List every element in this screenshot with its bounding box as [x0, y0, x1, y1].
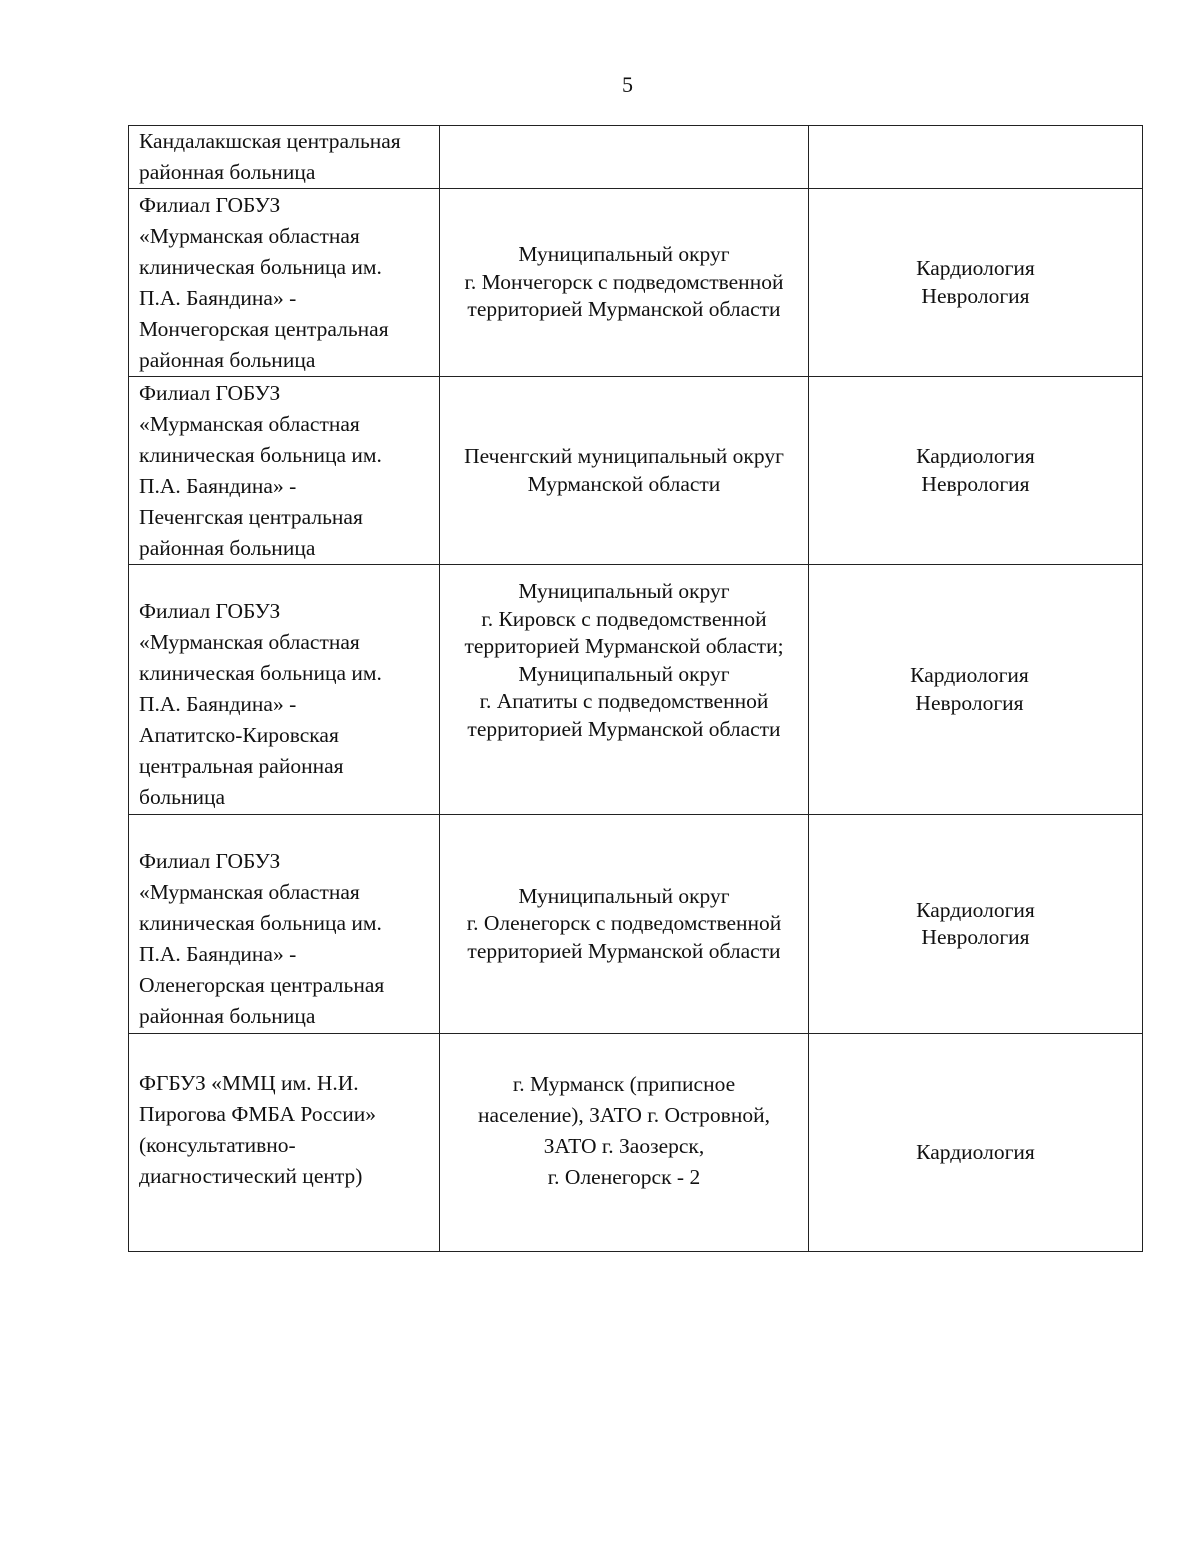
territory-line: г. Мончегорск с подведомственной: [464, 269, 784, 294]
org-line: Филиал ГОБУЗ: [139, 599, 281, 623]
table-row: [129, 377, 1143, 565]
org-line: районная больница: [139, 160, 316, 184]
org-line: П.А. Баяндина» -: [139, 473, 297, 498]
territory-line: г. Оленегорск с подведомственной: [466, 911, 782, 936]
profile-cell: [809, 377, 1143, 565]
table-row: [129, 1034, 1143, 1252]
org-cell: [129, 565, 440, 815]
org-line: «Мурманская областная: [139, 223, 360, 248]
territory-cell: [440, 1034, 809, 1252]
table-row: [129, 565, 1143, 815]
profile-line: Кардиология: [916, 444, 1035, 468]
territory-line: Мурманской области: [527, 471, 721, 496]
org-line: «Мурманская областная: [139, 630, 360, 654]
territory-line: Муниципальный округ: [518, 661, 730, 686]
territory-line: г. Кировск с подведомственной: [481, 606, 767, 631]
org-line: Пирогова ФМБА России»: [139, 1102, 376, 1126]
org-cell: [129, 377, 440, 565]
territory-line: территорией Мурманской области: [467, 716, 781, 741]
org-line: больница: [139, 785, 225, 809]
territory-line: г. Мурманск (приписное: [512, 1072, 736, 1096]
org-line: диагностический центр): [139, 1164, 363, 1188]
profile-line: Неврология: [921, 283, 1030, 308]
profile-line: Неврология: [915, 690, 1024, 715]
territory-cell: [440, 815, 809, 1034]
org-line: Печенгская центральная: [139, 504, 363, 529]
org-line: клиническая больница им.: [139, 911, 382, 935]
org-line: Филиал ГОБУЗ: [139, 380, 281, 405]
profile-line: Кардиология: [916, 897, 1035, 922]
page-number: 5: [622, 72, 633, 97]
org-line: «Мурманская областная: [139, 411, 360, 436]
org-line: районная больница: [139, 535, 316, 560]
profile-cell: [809, 1034, 1143, 1252]
territory-line: население), ЗАТО г. Островной,: [478, 1103, 770, 1127]
table-row: [129, 189, 1143, 377]
territory-line: Муниципальный округ: [518, 242, 730, 267]
territory-line: г. Оленегорск - 2: [547, 1165, 701, 1189]
profile-line: Кардиология: [910, 663, 1029, 687]
territory-line: Муниципальный округ: [518, 579, 730, 603]
org-line: центральная районная: [139, 754, 344, 778]
org-line: ФГБУЗ «ММЦ им. Н.И.: [139, 1071, 359, 1095]
territory-cell: [440, 189, 809, 377]
territory-cell: [440, 126, 809, 189]
territory-cell: [440, 377, 809, 565]
profile-line: Неврология: [921, 925, 1030, 949]
org-line: Филиал ГОБУЗ: [139, 849, 281, 873]
org-line: районная больница: [139, 1004, 316, 1028]
org-line: клиническая больница им.: [139, 442, 382, 467]
profile-line: Кардиология: [916, 1139, 1035, 1164]
profile-cell: [809, 815, 1143, 1034]
profile-cell: [809, 189, 1143, 377]
org-line: клиническая больница им.: [139, 254, 382, 279]
territory-line: территорией Мурманской области;: [464, 634, 784, 658]
table-row: [129, 126, 1143, 189]
territory-line: Муниципальный округ: [518, 883, 730, 908]
table-row: [129, 815, 1143, 1034]
territory-line: территорией Мурманской области: [467, 938, 781, 963]
profile-line: Кардиология: [916, 256, 1035, 280]
org-line: Филиал ГОБУЗ: [139, 192, 281, 217]
profile-line: Неврология: [921, 471, 1030, 496]
org-line: Мончегорская центральная: [139, 316, 389, 341]
org-line: П.А. Баяндина» -: [139, 285, 297, 310]
org-line: П.А. Баяндина» -: [139, 942, 297, 966]
org-cell: [129, 189, 440, 377]
org-line: Оленегорская центральная: [139, 973, 385, 997]
territory-line: территорией Мурманской области: [467, 297, 781, 322]
org-cell: [129, 126, 440, 189]
org-cell: [129, 815, 440, 1034]
profile-cell: [809, 565, 1143, 815]
org-line: (консультативно-: [139, 1133, 296, 1157]
org-line: Кандалакшская центральная: [139, 129, 401, 153]
territory-line: г. Апатиты с подведомственной: [479, 689, 769, 713]
org-line: «Мурманская областная: [139, 880, 360, 904]
org-cell: [129, 1034, 440, 1252]
org-line: П.А. Баяндина» -: [139, 692, 297, 716]
facilities-table: [128, 125, 1143, 1252]
org-line: клиническая больница им.: [139, 661, 382, 685]
territory-line: Печенгский муниципальный округ: [464, 444, 784, 468]
territory-cell: [440, 565, 809, 815]
org-line: Апатитско-Кировская: [139, 723, 339, 747]
org-line: районная больница: [139, 347, 316, 372]
territory-line: ЗАТО г. Заозерск,: [543, 1134, 705, 1158]
profile-cell: [809, 126, 1143, 189]
